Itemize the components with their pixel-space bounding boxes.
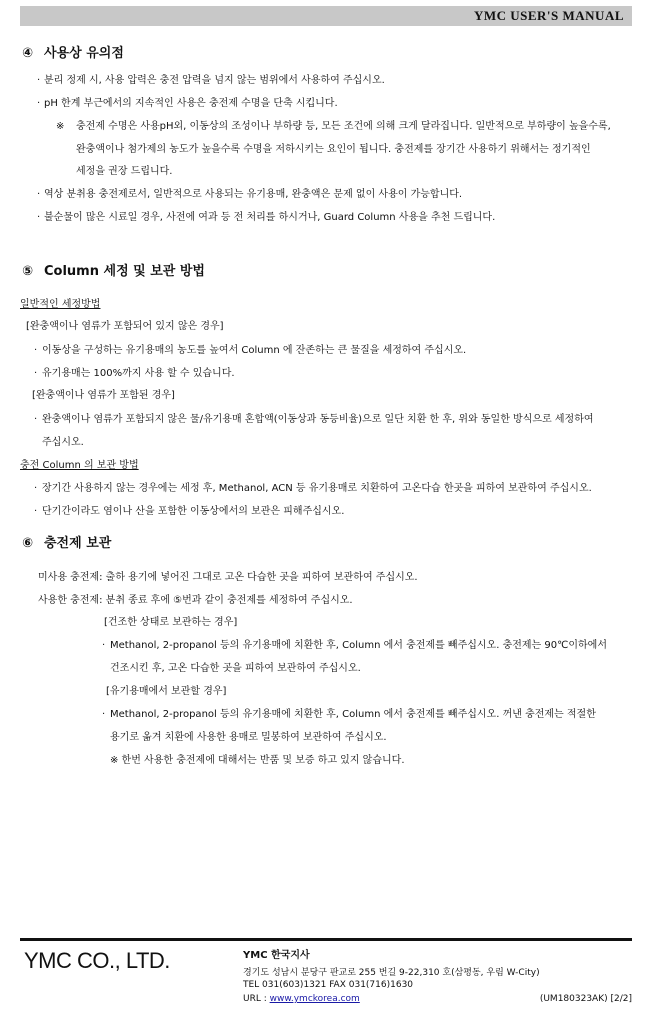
sec5-storage-bullet-1: 장기간 사용하지 않는 경우에는 세정 후, Methanol, ACN 등 유기용매로 치환하여 고온다습 한곳을 피하여 보관하여 주십시오. bbox=[42, 483, 592, 494]
sec4-note-line-3: 세정을 권장 드립니다. bbox=[76, 166, 173, 177]
sec6-used: 사용한 충전제: 분취 종료 후에 ⑤번과 같이 충전제를 세정하여 주십시오. bbox=[38, 595, 353, 606]
sec5-case1-bullet-1: 이동상을 구성하는 유기용매의 농도를 높여서 Column 에 잔존하는 큰 물질을 세정하여 주십시오. bbox=[42, 345, 467, 356]
sec4-bullet-4: 불순물이 많은 시료일 경우, 사전에 여과 등 전 처리를 하시거나, Guard Column 사용을 추천 드립니다. bbox=[44, 212, 496, 223]
sec5-case-1: [완충액이나 염류가 포함되어 있지 않은 경우] bbox=[26, 321, 224, 332]
sec5-case2-line-1: 완충액이나 염류가 포함되지 않은 물/유기용매 혼합액(이동상과 동등비율)으로 일단 치환 한 후, 위와 동일한 방식으로 세정하여 bbox=[42, 414, 594, 425]
sec6-unused: 미사용 충전제: 출하 용기에 넣어진 그대로 고온 다습한 곳을 피하여 보관하여 주십시오. bbox=[38, 572, 418, 583]
sec6-case-1: [건조한 상태로 보관하는 경우] bbox=[104, 617, 238, 628]
bullet: · bbox=[102, 640, 106, 651]
sec4-bullet-2: pH 한계 부근에서의 지속적인 사용은 충전제 수명을 단축 시킵니다. bbox=[44, 98, 338, 109]
bullet: · bbox=[37, 189, 41, 200]
section-6-heading bbox=[22, 532, 111, 551]
bullet: · bbox=[37, 212, 41, 223]
sec5-case1-bullet-2: 유기용매는 100%까지 사용 할 수 있습니다. bbox=[42, 368, 235, 379]
sec4-note-mark: ※ bbox=[56, 121, 65, 132]
sec5-case2-line-2: 주십시오. bbox=[42, 437, 84, 448]
sec5-case-2: [완충액이나 염류가 포함된 경우] bbox=[32, 390, 175, 401]
sec4-bullet-1: 분리 정제 시, 사용 압력은 충전 압력을 넘지 않는 범위에서 사용하여 주십시오. bbox=[44, 75, 385, 86]
sec4-note-line-1: 충전제 수명은 사용pH외, 이동상의 조성이나 부하량 등, 모든 조건에 의해 크게 달라집니다. 일반적으로 부하량이 높을수록, bbox=[76, 121, 611, 132]
bullet: · bbox=[34, 414, 38, 425]
section-5-number: ⑤ bbox=[22, 264, 34, 279]
sec6-case1-line-2: 건조시킨 후, 고온 다습한 곳을 피하여 보관하여 주십시오. bbox=[110, 663, 361, 674]
sec5-subheading-1: 일반적인 세정방법 bbox=[20, 299, 101, 310]
section-6-title: 충전제 보관 bbox=[44, 536, 112, 551]
section-5-title: Column 세정 및 보관 방법 bbox=[44, 264, 205, 279]
url-line bbox=[243, 994, 360, 1004]
bullet: · bbox=[37, 98, 41, 109]
website-link[interactable]: www.ymckorea.com bbox=[269, 994, 360, 1004]
branch-name: YMC 한국지사 bbox=[243, 950, 310, 961]
sec6-case1-line-1: Methanol, 2-propanol 등의 유기용매에 치환한 후, Column 에서 충전제를 빼주십시오. 충전제는 90℃이하에서 bbox=[110, 640, 607, 651]
sec6-case2-line-1: Methanol, 2-propanol 등의 유기용매에 치환한 후, Column 에서 충전제를 빼주십시오. 꺼낸 충전제는 적절한 bbox=[110, 709, 596, 720]
section-4-title: 사용상 유의점 bbox=[44, 46, 124, 61]
header-bar bbox=[20, 6, 632, 26]
bullet: · bbox=[34, 483, 38, 494]
bullet: · bbox=[34, 506, 38, 517]
sec6-case2-line-2: 용기로 옮겨 치환에 사용한 용매로 밀봉하여 보관하여 주십시오. bbox=[110, 732, 387, 743]
company-logo: YMC CO., LTD. bbox=[24, 948, 170, 973]
tel-fax: TEL 031(603)1321 FAX 031(716)1630 bbox=[243, 980, 414, 990]
bullet: · bbox=[34, 345, 38, 356]
bullet: · bbox=[37, 75, 41, 86]
manual-title: YMC USER'S MANUAL bbox=[473, 8, 624, 23]
bullet: · bbox=[34, 368, 38, 379]
section-4-heading bbox=[22, 42, 124, 61]
sec4-note-line-2: 완충액이나 첨가제의 농도가 높을수록 수명을 저하시키는 요인이 됩니다. 충전제를 장기간 사용하기 위해서는 정기적인 bbox=[76, 144, 591, 155]
sec5-storage-bullet-2: 단기간이라도 염이나 산을 포함한 이동상에서의 보관은 피해주십시오. bbox=[42, 506, 345, 517]
footer-rule bbox=[20, 938, 632, 941]
section-5-heading bbox=[22, 260, 205, 279]
sec4-bullet-3: 역상 분취용 충전제로서, 일반적으로 사용되는 유기용매, 완충액은 문제 없이 사용이 가능합니다. bbox=[44, 189, 463, 200]
bullet: · bbox=[102, 709, 106, 720]
sec6-case-2: [유기용매에서 보관할 경우] bbox=[106, 686, 227, 697]
section-4-number: ④ bbox=[22, 46, 34, 61]
url-label: URL : bbox=[243, 994, 270, 1004]
document-code: (UM180323AK) [2/2] bbox=[539, 994, 632, 1004]
sec5-subheading-2: 충전 Column 의 보관 방법 bbox=[20, 460, 139, 471]
section-6-number: ⑥ bbox=[22, 536, 34, 551]
address: 경기도 성남시 분당구 판교로 255 번길 9-22,310 호(삼평동, 우림 W-City) bbox=[243, 968, 540, 978]
sec6-note: ※ 한번 사용한 충전제에 대해서는 반품 및 보증 하고 있지 않습니다. bbox=[110, 755, 405, 766]
